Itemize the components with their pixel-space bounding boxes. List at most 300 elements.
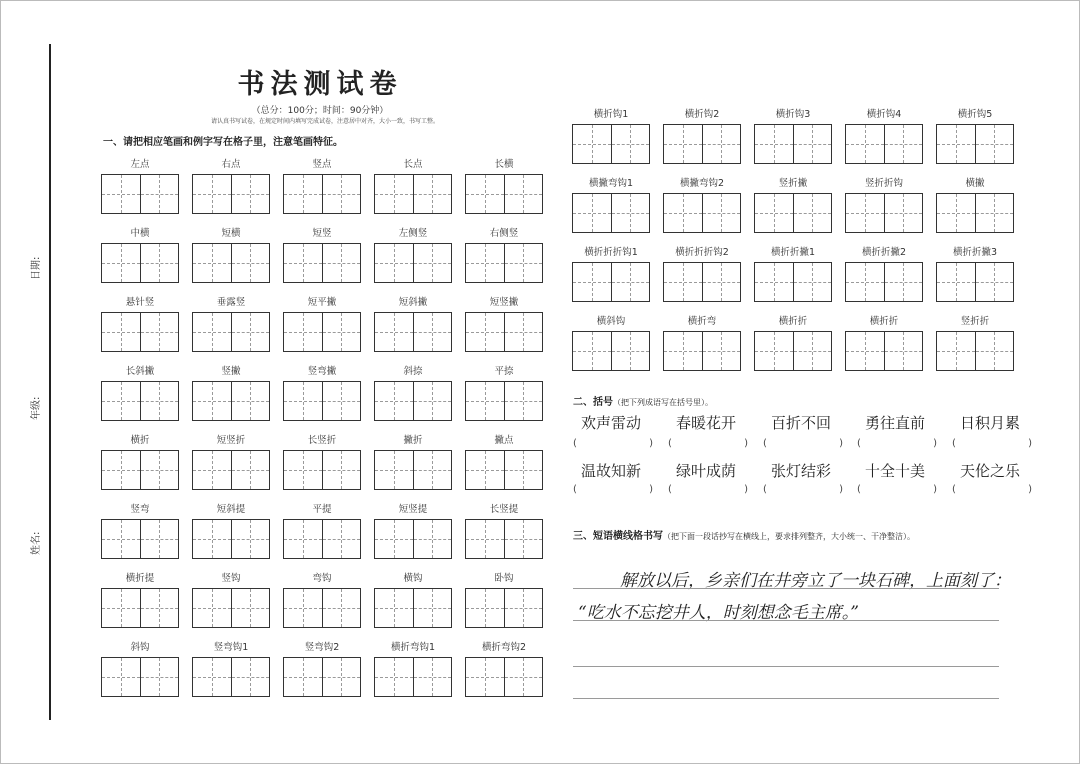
tian-zi-square[interactable]	[846, 263, 884, 301]
stroke-cell	[101, 228, 179, 283]
paren-close: )	[933, 438, 937, 449]
paren-close: )	[744, 438, 748, 449]
tian-zi-square[interactable]	[504, 382, 543, 420]
writing-grid-box[interactable]	[192, 519, 270, 559]
stroke-label: 横斜钩	[596, 316, 626, 327]
binding-line	[49, 44, 51, 720]
tian-zi-square[interactable]	[413, 520, 452, 558]
writing-grid-box[interactable]	[101, 312, 179, 352]
stroke-cell	[374, 435, 452, 490]
tian-zi-square[interactable]	[504, 244, 543, 282]
stroke-cell	[192, 435, 270, 490]
tian-zi-square[interactable]	[975, 194, 1014, 232]
stroke-label: 短斜撇	[398, 297, 428, 308]
stroke-cell	[192, 366, 270, 421]
writing-grid-box[interactable]	[465, 519, 543, 559]
tian-zi-square[interactable]	[755, 194, 793, 232]
stroke-cell	[465, 573, 543, 628]
writing-grid-box[interactable]	[465, 588, 543, 628]
stroke-label: 长斜撇	[125, 366, 155, 377]
tian-zi-square[interactable]	[504, 520, 543, 558]
stroke-cell	[572, 316, 650, 371]
tian-zi-square[interactable]	[375, 175, 413, 213]
tian-zi-square[interactable]	[193, 175, 231, 213]
tian-zi-square[interactable]	[193, 313, 231, 351]
stroke-label: 竖弯撇	[307, 366, 337, 377]
answer-parentheses[interactable]	[668, 484, 748, 495]
answer-parentheses[interactable]	[573, 484, 653, 495]
tian-zi-square[interactable]	[664, 332, 702, 370]
tian-zi-square[interactable]	[975, 125, 1014, 163]
tian-zi-square[interactable]	[611, 125, 650, 163]
writing-grid-box[interactable]	[283, 174, 361, 214]
writing-grid-box[interactable]	[283, 450, 361, 490]
tian-zi-square[interactable]	[322, 451, 361, 489]
writing-grid-box[interactable]	[192, 243, 270, 283]
idiom-text: 欢声雷动	[580, 414, 641, 432]
tian-zi-square[interactable]	[140, 520, 179, 558]
tian-zi-square[interactable]	[375, 313, 413, 351]
stroke-cell	[845, 247, 923, 302]
answer-parentheses[interactable]	[763, 484, 843, 495]
stroke-cell	[101, 435, 179, 490]
stroke-cell	[101, 366, 179, 421]
writing-grid-box[interactable]	[572, 262, 650, 302]
stroke-label: 横撇弯钩1	[588, 178, 634, 189]
tian-zi-square[interactable]	[322, 175, 361, 213]
stroke-label: 竖钩	[221, 573, 241, 584]
tian-zi-square[interactable]	[573, 332, 611, 370]
tian-zi-square[interactable]	[413, 589, 452, 627]
tian-zi-square[interactable]	[573, 194, 611, 232]
tian-zi-square[interactable]	[140, 244, 179, 282]
stroke-cell	[572, 109, 650, 164]
stroke-cell	[374, 228, 452, 283]
stroke-label: 横折钩1	[593, 109, 629, 120]
writing-grid-box[interactable]	[374, 381, 452, 421]
tian-zi-square[interactable]	[102, 382, 140, 420]
date-label: 日期:	[31, 256, 42, 280]
stroke-label: 横折弯	[687, 316, 717, 327]
tian-zi-square[interactable]	[664, 263, 702, 301]
stroke-cell	[754, 178, 832, 233]
writing-grid-box[interactable]	[101, 450, 179, 490]
tian-zi-square[interactable]	[375, 244, 413, 282]
stroke-label: 平捺	[494, 366, 514, 377]
tian-zi-square[interactable]	[884, 125, 923, 163]
tian-zi-square[interactable]	[102, 451, 140, 489]
paren-open: (	[857, 484, 861, 495]
tian-zi-square[interactable]	[573, 125, 611, 163]
stroke-label: 横折	[130, 435, 150, 446]
idiom-text: 勇往直前	[864, 414, 925, 432]
writing-grid-box[interactable]	[374, 450, 452, 490]
writing-grid-box[interactable]	[845, 262, 923, 302]
tian-zi-square[interactable]	[231, 589, 270, 627]
tian-zi-square[interactable]	[284, 520, 322, 558]
stroke-label: 撇折	[403, 435, 423, 446]
stroke-label: 中横	[130, 228, 150, 239]
section1-heading: 一、请把相应笔画和例字写在格子里，注意笔画特征。	[103, 137, 343, 148]
stroke-label: 长竖提	[489, 504, 519, 515]
tian-zi-square[interactable]	[284, 451, 322, 489]
answer-parentheses[interactable]	[573, 438, 653, 449]
writing-grid-box[interactable]	[663, 193, 741, 233]
tian-zi-square[interactable]	[140, 382, 179, 420]
tian-zi-square[interactable]	[504, 658, 543, 696]
stroke-label: 短竖提	[398, 504, 428, 515]
writing-grid-box[interactable]	[663, 124, 741, 164]
tian-zi-square[interactable]	[937, 125, 975, 163]
writing-grid-box[interactable]	[283, 519, 361, 559]
writing-grid-box[interactable]	[465, 450, 543, 490]
section2-note: （把下列成语写在括号里）。	[613, 398, 713, 407]
tian-zi-square[interactable]	[231, 244, 270, 282]
stroke-label: 竖弯钩2	[304, 642, 340, 653]
writing-grid-box[interactable]	[192, 174, 270, 214]
writing-grid-box[interactable]	[192, 450, 270, 490]
stroke-label: 横折钩2	[684, 109, 720, 120]
tian-zi-square[interactable]	[322, 658, 361, 696]
tian-zi-square[interactable]	[193, 244, 231, 282]
tian-zi-square[interactable]	[793, 194, 832, 232]
answer-parentheses[interactable]	[763, 438, 843, 449]
writing-grid-box[interactable]	[465, 174, 543, 214]
stroke-label: 右侧竖	[489, 228, 519, 239]
tian-zi-square[interactable]	[504, 175, 543, 213]
stroke-label: 横撇弯钩2	[679, 178, 725, 189]
writing-grid-box[interactable]	[936, 193, 1014, 233]
writing-line[interactable]	[573, 666, 999, 667]
writing-grid-box[interactable]	[283, 657, 361, 697]
tian-zi-square[interactable]	[846, 194, 884, 232]
stroke-cell	[465, 297, 543, 352]
writing-grid-box[interactable]	[572, 331, 650, 371]
tian-zi-square[interactable]	[140, 313, 179, 351]
tian-zi-square[interactable]	[413, 658, 452, 696]
tian-zi-square[interactable]	[322, 244, 361, 282]
tian-zi-square[interactable]	[102, 658, 140, 696]
writing-grid-box[interactable]	[754, 124, 832, 164]
tian-zi-square[interactable]	[231, 313, 270, 351]
stroke-cell	[754, 247, 832, 302]
stroke-cell	[283, 435, 361, 490]
answer-parentheses[interactable]	[952, 438, 1032, 449]
tian-zi-square[interactable]	[884, 194, 923, 232]
stroke-label: 竖撇	[221, 366, 241, 377]
writing-grid-box[interactable]	[845, 124, 923, 164]
tian-zi-square[interactable]	[702, 125, 741, 163]
writing-grid-box[interactable]	[192, 312, 270, 352]
tian-zi-square[interactable]	[193, 520, 231, 558]
tian-zi-square[interactable]	[702, 263, 741, 301]
tian-zi-square[interactable]	[193, 382, 231, 420]
tian-zi-square[interactable]	[504, 589, 543, 627]
stroke-label: 竖折折钩	[864, 178, 903, 189]
paren-open: (	[857, 438, 861, 449]
section2-title: 二、括号	[573, 397, 613, 408]
paren-close: )	[839, 484, 843, 495]
tian-zi-square[interactable]	[975, 332, 1014, 370]
writing-grid-box[interactable]	[101, 519, 179, 559]
paren-close: )	[839, 438, 843, 449]
writing-grid-box[interactable]	[101, 243, 179, 283]
tian-zi-square[interactable]	[846, 332, 884, 370]
tian-zi-square[interactable]	[413, 382, 452, 420]
writing-grid-box[interactable]	[192, 381, 270, 421]
tian-zi-square[interactable]	[466, 244, 504, 282]
tian-zi-square[interactable]	[284, 175, 322, 213]
tian-zi-square[interactable]	[375, 382, 413, 420]
tian-zi-square[interactable]	[573, 263, 611, 301]
tian-zi-square[interactable]	[937, 263, 975, 301]
stroke-label: 横钩	[403, 573, 423, 584]
paren-close: )	[649, 484, 653, 495]
idiom-text: 日积月累	[959, 414, 1020, 432]
stroke-label: 竖点	[312, 159, 332, 170]
stroke-cell	[936, 316, 1014, 371]
paren-close: )	[1028, 438, 1032, 449]
stroke-cell	[101, 159, 179, 214]
stroke-cell	[374, 297, 452, 352]
tian-zi-square[interactable]	[413, 313, 452, 351]
stroke-cell	[465, 366, 543, 421]
writing-grid-box[interactable]	[936, 124, 1014, 164]
tian-zi-square[interactable]	[702, 194, 741, 232]
stroke-label: 横折提	[125, 573, 155, 584]
stroke-cell	[572, 247, 650, 302]
handwritten-line-2: “吃水不忘挖井人，时刻想念毛主席。”	[578, 603, 859, 623]
writing-grid-box[interactable]	[845, 193, 923, 233]
writing-grid-box[interactable]	[374, 312, 452, 352]
writing-grid-box[interactable]	[374, 588, 452, 628]
tian-zi-square[interactable]	[884, 332, 923, 370]
writing-grid-box[interactable]	[283, 312, 361, 352]
stroke-cell	[192, 228, 270, 283]
tian-zi-square[interactable]	[937, 332, 975, 370]
paren-open: (	[668, 484, 672, 495]
tian-zi-square[interactable]	[322, 589, 361, 627]
tian-zi-square[interactable]	[664, 125, 702, 163]
writing-grid-box[interactable]	[101, 588, 179, 628]
tian-zi-square[interactable]	[322, 520, 361, 558]
tian-zi-square[interactable]	[284, 244, 322, 282]
writing-grid-box[interactable]	[572, 193, 650, 233]
idiom-text: 春暖花开	[675, 414, 736, 432]
stroke-cell	[374, 642, 452, 697]
tian-zi-square[interactable]	[755, 125, 793, 163]
tian-zi-square[interactable]	[466, 175, 504, 213]
tian-zi-square[interactable]	[611, 194, 650, 232]
tian-zi-square[interactable]	[793, 263, 832, 301]
writing-grid-box[interactable]	[936, 262, 1014, 302]
section3-note: （把下面一段话抄写在横线上，要求排列整齐，大小统一、干净整洁）。	[663, 532, 915, 541]
tian-zi-square[interactable]	[504, 313, 543, 351]
tian-zi-square[interactable]	[375, 658, 413, 696]
tian-zi-square[interactable]	[322, 313, 361, 351]
tian-zi-square[interactable]	[102, 175, 140, 213]
paren-close: )	[649, 438, 653, 449]
tian-zi-square[interactable]	[466, 313, 504, 351]
section3-title: 三、短语横线格书写	[573, 531, 663, 542]
tian-zi-square[interactable]	[846, 125, 884, 163]
tian-zi-square[interactable]	[466, 658, 504, 696]
writing-grid-box[interactable]	[572, 124, 650, 164]
tian-zi-square[interactable]	[284, 382, 322, 420]
paren-open: (	[573, 484, 577, 495]
tian-zi-square[interactable]	[466, 589, 504, 627]
tian-zi-square[interactable]	[884, 263, 923, 301]
tian-zi-square[interactable]	[793, 125, 832, 163]
paren-close: )	[933, 484, 937, 495]
tian-zi-square[interactable]	[466, 451, 504, 489]
tian-zi-square[interactable]	[140, 451, 179, 489]
stroke-cell	[283, 504, 361, 559]
stroke-label: 卧钩	[494, 573, 514, 584]
writing-grid-box[interactable]	[283, 243, 361, 283]
writing-grid-box[interactable]	[374, 657, 452, 697]
stroke-cell	[374, 504, 452, 559]
writing-grid-box[interactable]	[101, 657, 179, 697]
answer-parentheses[interactable]	[857, 484, 937, 495]
writing-grid-box[interactable]	[465, 381, 543, 421]
tian-zi-square[interactable]	[793, 332, 832, 370]
writing-grid-box[interactable]	[845, 331, 923, 371]
answer-parentheses[interactable]	[952, 484, 1032, 495]
writing-line[interactable]	[573, 698, 999, 699]
paren-open: (	[668, 438, 672, 449]
writing-grid-box[interactable]	[374, 243, 452, 283]
answer-parentheses[interactable]	[857, 438, 937, 449]
writing-grid-box[interactable]	[192, 588, 270, 628]
writing-grid-box[interactable]	[663, 331, 741, 371]
writing-grid-box[interactable]	[283, 588, 361, 628]
writing-grid-box[interactable]	[754, 262, 832, 302]
tian-zi-square[interactable]	[413, 244, 452, 282]
tian-zi-square[interactable]	[231, 658, 270, 696]
writing-grid-box[interactable]	[754, 331, 832, 371]
stroke-label: 短斜提	[216, 504, 246, 515]
tian-zi-square[interactable]	[193, 451, 231, 489]
tian-zi-square[interactable]	[375, 451, 413, 489]
stroke-cell	[192, 642, 270, 697]
tian-zi-square[interactable]	[466, 520, 504, 558]
stroke-cell	[465, 504, 543, 559]
tian-zi-square[interactable]	[102, 520, 140, 558]
tian-zi-square[interactable]	[193, 658, 231, 696]
writing-grid-box[interactable]	[465, 243, 543, 283]
stroke-cell	[101, 573, 179, 628]
stroke-label: 右点	[221, 159, 241, 170]
stroke-label: 横折折折钩2	[675, 247, 729, 258]
tian-zi-square[interactable]	[611, 263, 650, 301]
paren-open: (	[763, 438, 767, 449]
stroke-cell	[283, 297, 361, 352]
tian-zi-square[interactable]	[102, 589, 140, 627]
stroke-cell	[663, 247, 741, 302]
writing-grid-box[interactable]	[465, 657, 543, 697]
idiom-text: 十全十美	[864, 462, 925, 480]
writing-grid-box[interactable]	[663, 262, 741, 302]
stroke-label: 横折弯钩1	[390, 642, 436, 653]
stroke-cell	[845, 109, 923, 164]
page-title: 书法测试卷	[237, 69, 403, 100]
writing-grid-box[interactable]	[754, 193, 832, 233]
stroke-cell	[192, 159, 270, 214]
writing-grid-box[interactable]	[465, 312, 543, 352]
stroke-label: 横折钩3	[775, 109, 811, 120]
stroke-cell	[283, 573, 361, 628]
tian-zi-square[interactable]	[937, 194, 975, 232]
stroke-label: 横折折撇2	[861, 247, 907, 258]
tian-zi-square[interactable]	[140, 658, 179, 696]
tian-zi-square[interactable]	[375, 520, 413, 558]
tian-zi-square[interactable]	[664, 194, 702, 232]
stroke-cell	[663, 178, 741, 233]
tian-zi-square[interactable]	[231, 520, 270, 558]
writing-grid-box[interactable]	[936, 331, 1014, 371]
writing-line[interactable]	[573, 588, 999, 589]
writing-grid-box[interactable]	[283, 381, 361, 421]
score-time-subtitle: （总分：100分；时间：90分钟）	[251, 106, 389, 116]
writing-grid-box[interactable]	[101, 381, 179, 421]
tian-zi-square[interactable]	[755, 263, 793, 301]
paren-open: (	[952, 484, 956, 495]
tian-zi-square[interactable]	[702, 332, 741, 370]
handwritten-line-1: 解放以后，乡亲们在井旁立了一块石碑，上面刻了：	[620, 571, 1011, 591]
tian-zi-square[interactable]	[413, 175, 452, 213]
writing-line[interactable]	[573, 620, 999, 621]
tian-zi-square[interactable]	[284, 658, 322, 696]
stroke-cell	[465, 642, 543, 697]
stroke-label: 横折折撇3	[952, 247, 998, 258]
tian-zi-square[interactable]	[755, 332, 793, 370]
stroke-label: 横折钩5	[957, 109, 993, 120]
answer-parentheses[interactable]	[668, 438, 748, 449]
tian-zi-square[interactable]	[284, 313, 322, 351]
stroke-label: 弯钩	[312, 573, 332, 584]
tian-zi-square[interactable]	[140, 589, 179, 627]
stroke-cell	[101, 642, 179, 697]
writing-grid-box[interactable]	[374, 174, 452, 214]
tian-zi-square[interactable]	[466, 382, 504, 420]
tian-zi-square[interactable]	[140, 175, 179, 213]
writing-grid-box[interactable]	[101, 174, 179, 214]
tian-zi-square[interactable]	[231, 175, 270, 213]
writing-grid-box[interactable]	[192, 657, 270, 697]
tian-zi-square[interactable]	[375, 589, 413, 627]
tian-zi-square[interactable]	[975, 263, 1014, 301]
stroke-cell	[845, 178, 923, 233]
section3-heading	[573, 527, 915, 542]
tian-zi-square[interactable]	[413, 451, 452, 489]
stroke-cell	[283, 642, 361, 697]
tian-zi-square[interactable]	[231, 451, 270, 489]
tian-zi-square[interactable]	[231, 382, 270, 420]
tian-zi-square[interactable]	[322, 382, 361, 420]
tian-zi-square[interactable]	[284, 589, 322, 627]
tian-zi-square[interactable]	[102, 244, 140, 282]
stroke-label: 悬针竖	[125, 297, 155, 308]
tian-zi-square[interactable]	[504, 451, 543, 489]
stroke-cell	[754, 109, 832, 164]
tian-zi-square[interactable]	[611, 332, 650, 370]
tian-zi-square[interactable]	[102, 313, 140, 351]
writing-grid-box[interactable]	[374, 519, 452, 559]
stroke-cell	[936, 109, 1014, 164]
paren-close: )	[744, 484, 748, 495]
tian-zi-square[interactable]	[193, 589, 231, 627]
